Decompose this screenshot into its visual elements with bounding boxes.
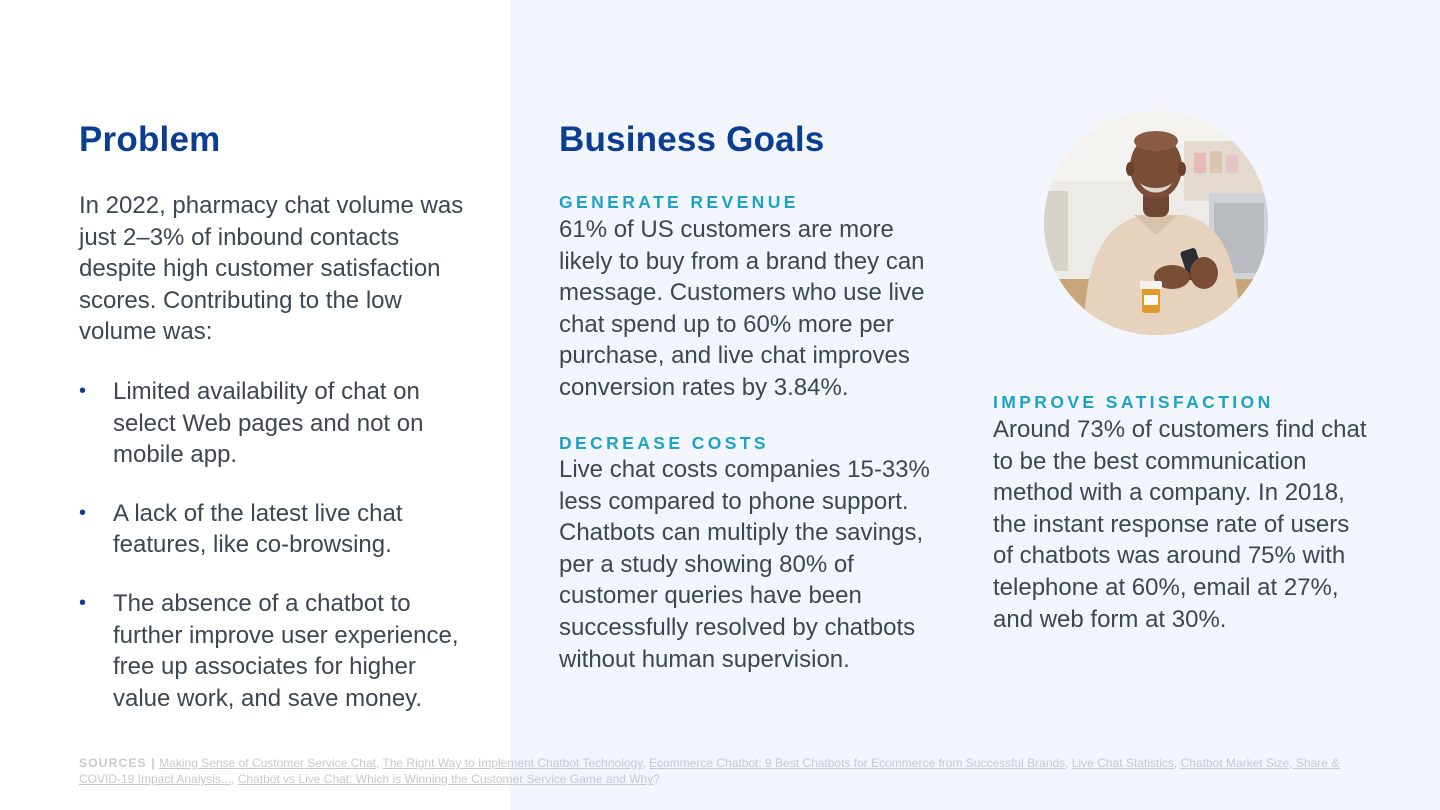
list-item: • Limited availability of chat on select Web pages and not on mobile app. (79, 378, 424, 469)
goals-heading: Business Goals (559, 120, 825, 159)
problem-bullet-list (79, 376, 479, 741)
satisfaction-text: Around 73% of customers find chat to be the best communication method with a company. In 2018, the instant response rate of users of chatbots was around 75% with telephone at 60%, email at 27%, and web form at 30%. (993, 416, 1367, 633)
source-link[interactable]: Chatbot Market Size, Share & COVID-19 Impact Analysis... (79, 756, 1340, 786)
source-link[interactable]: The Right Way to Implement Chatbot Technology (382, 756, 643, 770)
satisfaction-label: IMPROVE SATISFACTION (993, 392, 1274, 412)
source-link[interactable]: Live Chat Statistics (1071, 756, 1174, 770)
revenue-text: 61% of US customers are more likely to buy from a brand they can message. Customers who use live chat spend up to 60% more per purchase, and live chat improves conversion rates by 3.84%. (559, 216, 925, 401)
revenue-label: GENERATE REVENUE (559, 192, 799, 212)
bullet-icon: • (79, 591, 87, 614)
list-item: • The absence of a chatbot to further improve user experience, free up associates for higher value work, and save money. (79, 589, 459, 712)
sources-label: SOURCES | (79, 756, 156, 770)
problem-heading: Problem (79, 120, 221, 159)
source-link[interactable]: Ecommerce Chatbot: 9 Best Chatbots for Ecommerce from Successful Brands (649, 756, 1066, 770)
sources-footer: SOURCES | Making Sense of Customer Service Chat, The Right Way to Implement Chatbot Technology, Ecommerce Chatbot: 9 Best Chatbots for Ecommerce from Successful Brands, Live Chat Statistics, Chatbot Market Size, Share & COVID-19 Impact Analysis..., Chatbot vs Live Chat: Which is Winning the Customer Service Game and Why? (79, 756, 1340, 786)
source-link[interactable]: Making Sense of Customer Service Chat (159, 756, 376, 770)
sources-trailing: ? (653, 772, 660, 786)
customer-photo (1044, 111, 1268, 335)
bullet-icon: • (79, 501, 87, 524)
costs-label: DECREASE COSTS (559, 433, 769, 453)
list-item: • A lack of the latest live chat features, like co-browsing. (79, 499, 403, 559)
costs-text: Live chat costs companies 15-33% less compared to phone support. Chatbots can multiply the savings, per a study showing 80% of customer queries have been successfully resolved by chatbots without human supervision. (559, 456, 930, 673)
source-link[interactable]: Chatbot vs Live Chat: Which is Winning the Customer Service Game and Why (237, 772, 654, 786)
man-with-phone-illustration (1044, 111, 1268, 335)
bullet-icon: • (79, 380, 87, 402)
problem-intro: In 2022, pharmacy chat volume was just 2–3% of inbound contacts despite high customer satisfaction scores. Contributing to the low volume was: (79, 192, 464, 346)
